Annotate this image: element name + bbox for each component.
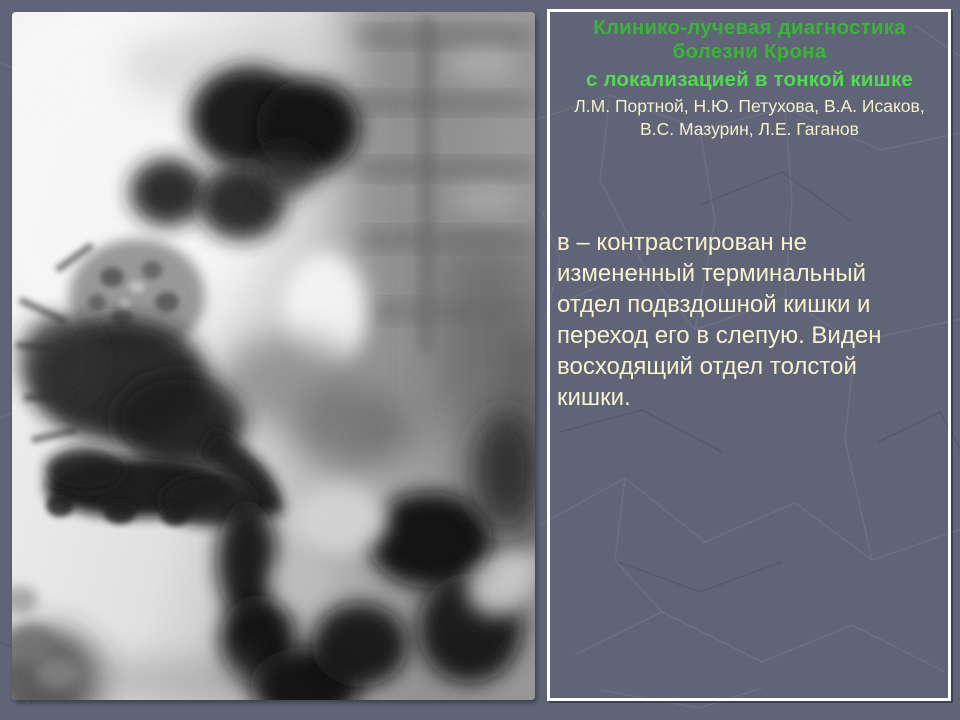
caption-line-4: переход его в слепую. Виден: [557, 322, 882, 349]
authors-list: [557, 95, 942, 141]
title-line-2: болезни Крона: [672, 40, 827, 63]
authors-line-1: Л.М. Портной, Н.Ю. Петухова, В.А. Исаков,: [574, 96, 925, 116]
title-line-3: с локализацией в тонкой кишке: [585, 68, 914, 91]
caption-line-1: в – контрастирован не: [557, 229, 807, 256]
text-panel: [547, 9, 951, 701]
caption-line-6: кишки.: [557, 384, 631, 411]
figure-caption: [557, 227, 942, 413]
title-line-1: Клинико-лучевая диагностика: [593, 16, 906, 39]
slide-title: [557, 16, 942, 92]
authors-line-2: В.С. Мазурин, Л.Е. Гаганов: [640, 119, 859, 139]
caption-line-2: измененный терминальный: [557, 260, 867, 287]
xray-rendering: [12, 12, 535, 700]
caption-line-5: восходящий отдел толстой: [557, 353, 857, 380]
caption-line-3: отдел подвздошной кишки и: [557, 291, 871, 318]
xray-image: [12, 12, 535, 700]
